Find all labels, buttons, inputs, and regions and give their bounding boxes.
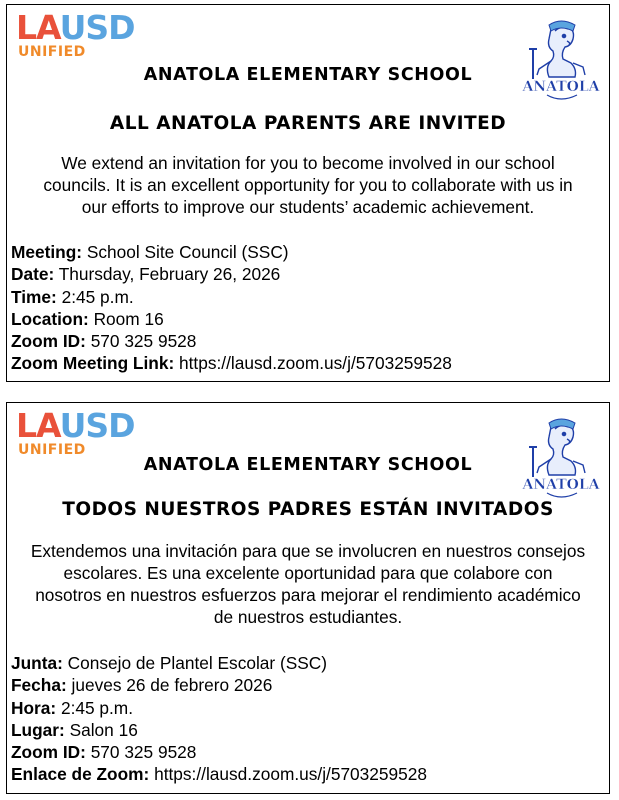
detail-value: Salon 16 (69, 719, 138, 740)
anatola-mascot-logo (521, 19, 601, 105)
school-name: ANATOLA ELEMENTARY SCHOOL (143, 65, 473, 85)
school-name: ANATOLA ELEMENTARY SCHOOL (143, 455, 473, 475)
detail-label: Junta: (11, 653, 63, 673)
mascot-anatola-text: ANATOLA (522, 79, 600, 95)
detail-value: 570 325 9528 (90, 742, 197, 763)
detail-meeting (11, 241, 605, 263)
detail-date (11, 263, 605, 285)
detail-label: Enlace de Zoom: (11, 764, 150, 785)
detail-zoom-link (11, 763, 605, 785)
mascot-icon (521, 19, 601, 105)
detail-value: 2:45 p.m. (61, 286, 134, 307)
detail-time (11, 286, 605, 308)
invitation-headline: ALL ANATOLA PARENTS ARE INVITED (109, 113, 507, 134)
detail-zoom-id (11, 330, 605, 352)
detail-location (11, 308, 605, 330)
logo-usd-text: USD (59, 406, 135, 445)
english-invitation-card (6, 4, 610, 382)
lausd-logo (16, 9, 176, 67)
detail-label: Lugar: (11, 719, 65, 740)
detail-location (11, 719, 605, 741)
spanish-invitation-card (6, 402, 610, 794)
detail-label: Fecha: (11, 675, 67, 696)
detail-date (11, 674, 605, 696)
meeting-details (11, 652, 605, 786)
zoom-meeting-link[interactable]: https://lausd.zoom.us/j/5703259528 (179, 353, 452, 374)
detail-value: Consejo de Plantel Escolar (SSC) (67, 653, 327, 673)
detail-label: Zoom ID: (11, 742, 86, 763)
zoom-meeting-link[interactable]: https://lausd.zoom.us/j/5703259528 (154, 764, 427, 785)
detail-label: Time: (11, 286, 57, 307)
detail-time (11, 697, 605, 719)
logo-la-text: LA (16, 8, 60, 47)
invitation-paragraph: We extend an invitation for you to become involved in our school councils. It is an excellent opportunity for you to collaborate with us in our efforts to improve our students’ academic achievement. (43, 153, 573, 217)
detail-label: Location: (11, 308, 89, 329)
detail-value: School Site Council (SSC) (86, 242, 289, 262)
detail-value: Thursday, February 26, 2026 (58, 264, 281, 285)
detail-value: Room 16 (93, 308, 164, 329)
mascot-anatola-text: ANATOLA (522, 477, 600, 493)
logo-la-text: LA (16, 406, 60, 445)
invitation-headline: TODOS NUESTROS PADRES ESTÁN INVITADOS (62, 499, 554, 520)
detail-label: Date: (11, 264, 55, 285)
detail-meeting (11, 652, 605, 674)
logo-unified-text: UNIFIED (18, 44, 86, 60)
detail-label: Zoom Meeting Link: (11, 353, 175, 374)
detail-zoom-id (11, 741, 605, 763)
logo-unified-text: UNIFIED (18, 442, 86, 458)
detail-label: Meeting: (11, 242, 83, 262)
meeting-details (11, 241, 605, 375)
invitation-paragraph: Extendemos una invitación para que se involucren en nuestros consejos escolares. Es una excelente oportunidad para que colabore con nosotros en nuestros esfuerzos para mejorar el rendimiento académico de nuestros estudiantes. (30, 541, 586, 627)
detail-value: 2:45 p.m. (60, 697, 133, 718)
detail-value: jueves 26 de febrero 2026 (71, 675, 273, 696)
detail-label: Hora: (11, 697, 57, 718)
detail-zoom-link (11, 352, 605, 374)
logo-usd-text: USD (59, 8, 135, 47)
detail-value: 570 325 9528 (90, 331, 197, 352)
detail-label: Zoom ID: (11, 331, 86, 352)
